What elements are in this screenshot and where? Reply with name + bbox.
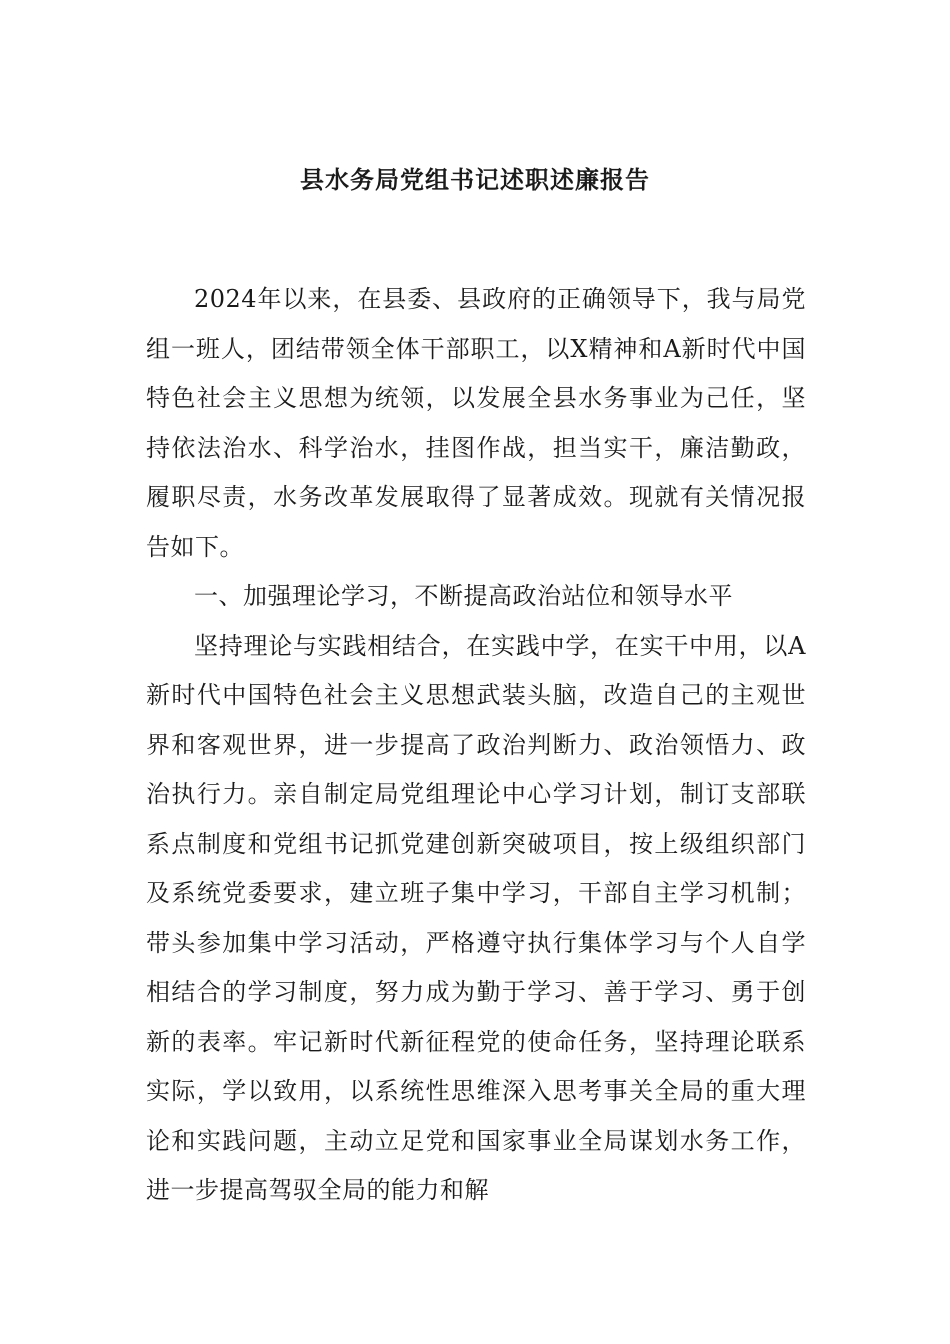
intro-paragraph: 2024年以来，在县委、县政府的正确领导下，我与局党组一班人，团结带领全体干部职工，以X精神和A新时代中国特色社会主义思想为统领，以发展全县水务事业为己任，坚持依法治水、科学治水，挂图作战，担当实干，廉洁勤政，履职尽责，水务改革发展取得了显著成效。现就有关情况报告如下。 [146,285,806,561]
section-1-heading: 一、加强理论学习，不断提高政治站位和领导水平 [194,582,733,610]
document-body [146,275,806,1216]
document-title: 县水务局党组书记述职述廉报告 [300,165,650,194]
section-1-paragraph: 坚持理论与实践相结合，在实践中学，在实干中用，以A新时代中国特色社会主义思想武装头脑，改造自己的主观世界和客观世界，进一步提高了政治判断力、政治领悟力、政治执行力。亲自制定局党组理论中心学习计划，制订支部联系点制度和党组书记抓党建创新突破项目，按上级组织部门及系统党委要求，建立班子集中学习，干部自主学习机制；带头参加集中学习活动，严格遵守执行集体学习与个人自学相结合的学习制度，努力成为勤于学习、善于学习、勇于创新的表率。牢记新时代新征程党的使命任务，坚持理论联系实际，学以致用，以系统性思维深入思考事关全局的重大理论和实践问题，主动立足党和国家事业全局谋划水务工作，进一步提高驾驭全局的能力和解 [146,631,806,1204]
